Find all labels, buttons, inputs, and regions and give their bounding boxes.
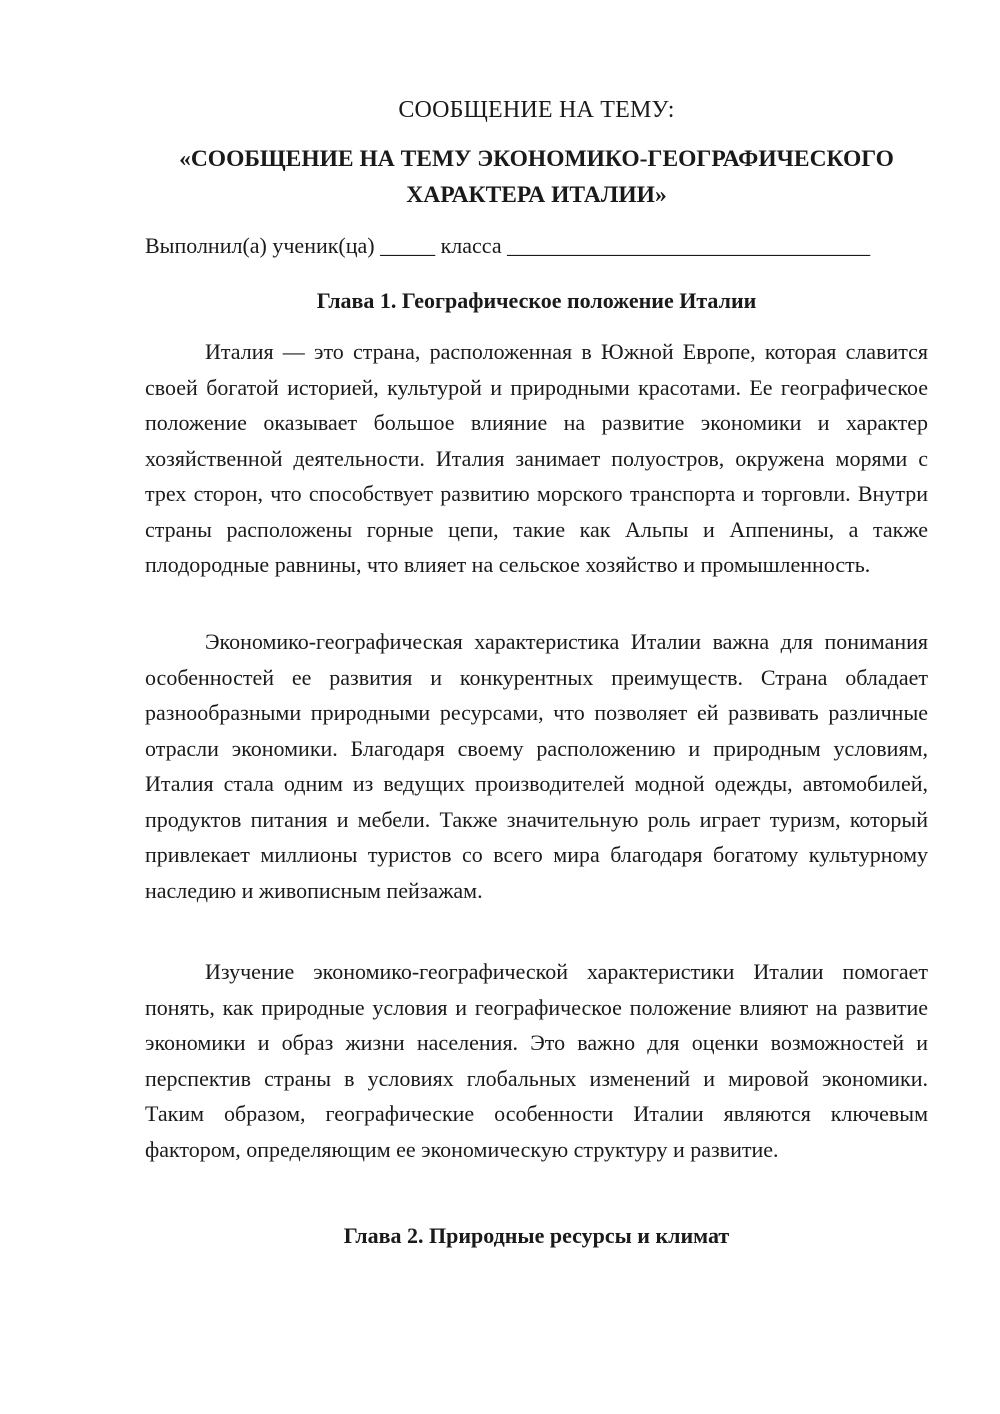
chapter-2-title: Глава 2. Природные ресурсы и климат — [343, 1223, 730, 1248]
document-heading: СООБЩЕНИЕ НА ТЕМУ: — [398, 97, 675, 123]
document-title: «СООБЩЕНИЕ НА ТЕМУ ЭКОНОМИКО-ГЕОГРАФИЧЕСКОГО ХАРАКТЕРА ИТАЛИИ» — [179, 146, 894, 208]
paragraph-3: Изучение экономико-географической характеристики Италии помогает понять, как природные условия и географическое положение влияют на развитие экономики и образ жизни населения. Это важно для оценки возможностей и перспектив страны в условиях глобальных изменений и мировой экономики. Таким образом, географические особенности Италии являются ключевым фактором, определяющим ее экономическую структуру и развитие. — [145, 959, 928, 1162]
paragraph-1: Италия — это страна, расположенная в Южной Европе, которая славится своей богатой историей, культурой и природными красотами. Ее географическое положение оказывает большое влияние на развитие экономики и характер хозяйственной деятельности. Италия занимает полуостров, окружена морями с трех сторон, что способствует развитию морского транспорта и торговли. Внутри страны расположены горные цепи, такие как Альпы и Аппенины, а также плодородные равнины, что влияет на сельское хозяйство и промышленность. — [145, 339, 928, 577]
chapter-1-title: Глава 1. Географическое положение Италии — [316, 288, 757, 313]
author-line: Выполнил(а) ученик(ца) _____ класса _________________________________ — [145, 233, 871, 258]
paragraph-2: Экономико-географическая характеристика Италии важна для понимания особенностей ее развития и конкурентных преимуществ. Страна обладает разнообразными природными ресурсами, что позволяет ей развивать различные отрасли экономики. Благодаря своему расположению и природным условиям, Италия стала одним из ведущих производителей модной одежды, автомобилей, продуктов питания и мебели. Также значительную роль играет туризм, который привлекает миллионы туристов со всего мира благодаря богатому культурному наследию и живописным пейзажам. — [145, 629, 928, 903]
